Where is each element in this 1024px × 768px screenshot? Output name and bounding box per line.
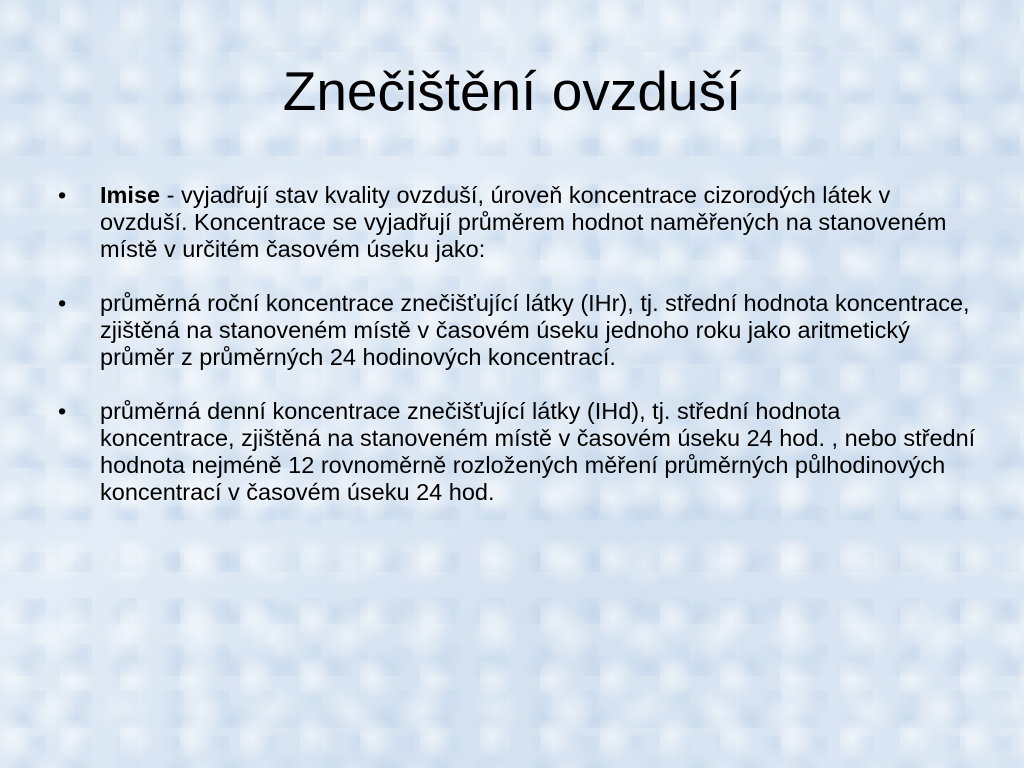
bullet-icon: • [58, 290, 67, 316]
bullet-item-daily-concentration [58, 398, 978, 506]
bullet-item-imise [58, 182, 978, 263]
bullet-text: - vyjadřují stav kvality ovzduší, úroveň koncentrace cizorodých látek v ovzduší. Koncentrace se vyjadřují průměrem hodnot naměřených na stanoveném místě v určitém časovém úseku jako: [100, 182, 947, 262]
bullet-text: průměrná roční koncentrace znečišťující látky (IHr), tj. střední hodnota koncentrace, zjištěná na stanoveném místě v časovém úseku jednoho roku jako aritmetický průměr z průměrných 24 hodinových koncentrací. [100, 290, 970, 370]
slide-title: Znečištění ovzduší [282, 60, 742, 122]
bullet-icon: • [58, 182, 67, 208]
bullet-list [58, 182, 978, 533]
bullet-text: průměrná denní koncentrace znečišťující látky (IHd), tj. střední hodnota koncentrace, zjištěná na stanoveném místě v časovém úseku 24 hod. , nebo střední hodnota nejméně 12 rovnoměrně rozložených měření průměrných půlhodinových koncentrací v časovém úseku 24 hod. [100, 398, 976, 505]
bullet-term: Imise [100, 182, 161, 208]
bullet-item-annual-concentration [58, 290, 978, 371]
bullet-icon: • [58, 398, 67, 424]
